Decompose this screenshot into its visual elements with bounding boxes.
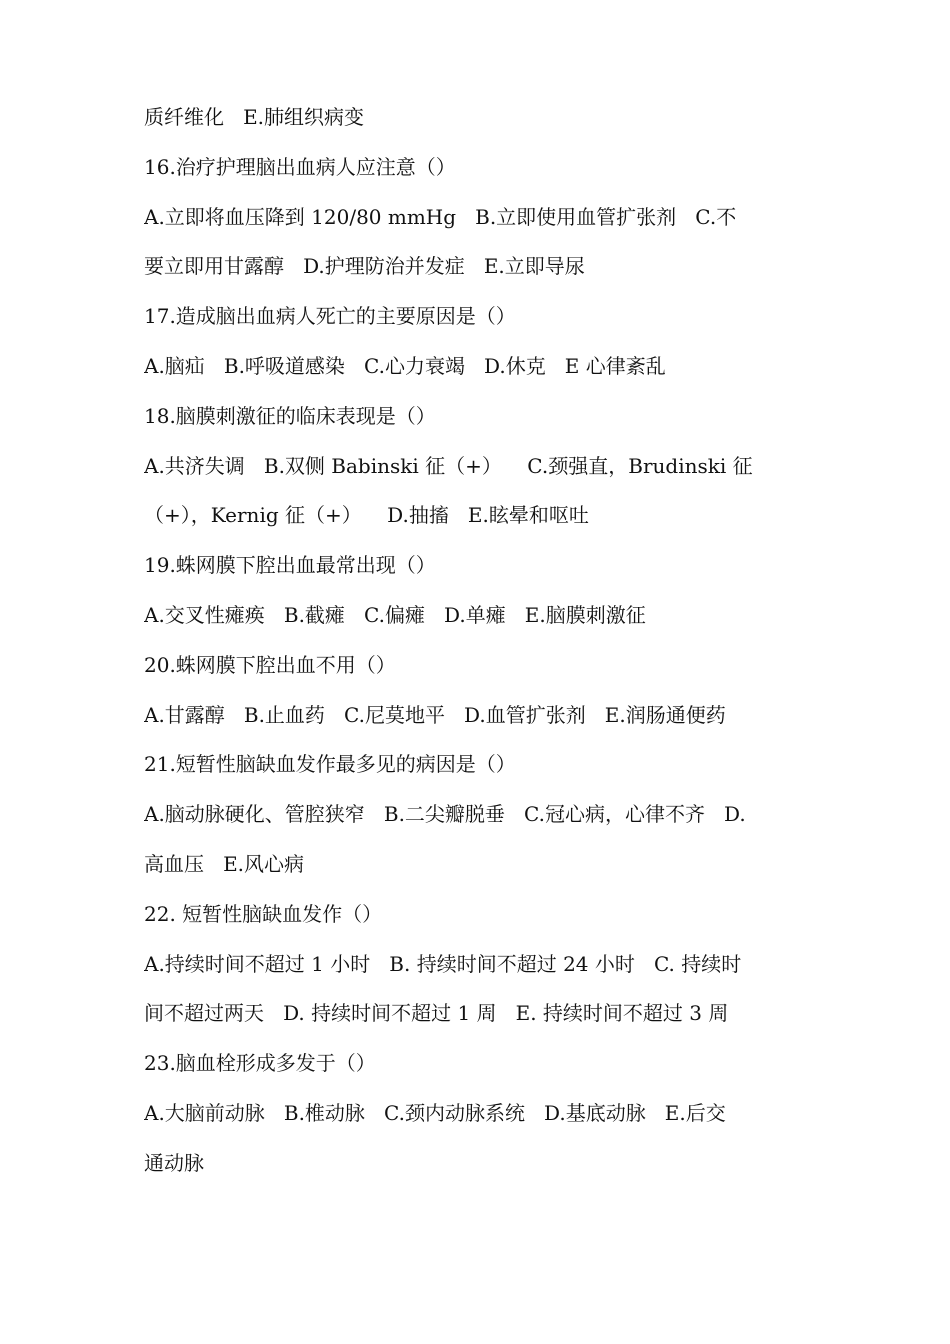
question-23-stem: 23.脑血栓形成多发于（） [144,1051,376,1076]
question-17-options: A.脑疝 B.呼吸道感染 C.心力衰竭 D.休克 E 心律紊乱 [144,353,666,378]
question-23-options: A.大脑前动脉 B.椎动脉 C.颈内动脉系统 D.基底动脉 E.后交 [144,1100,726,1125]
question-23-options-cont: 通动脉 [144,1150,204,1175]
question-20-options: A.甘露醇 B.止血药 C.尼莫地平 D.血管扩张剂 E.润肠通便药 [144,702,726,727]
question-16-options: A.立即将血压降到 120/80 mmHg B.立即使用血管扩张剂 C.不 [144,204,737,229]
question-16-options-cont: 要立即用甘露醇 D.护理防治并发症 E.立即导尿 [144,254,585,279]
text-line-continuation: 质纤维化 E.肺组织病变 [144,105,365,129]
question-18-options-cont: （+），Kernig 征（+） D.抽搐 E.眩晕和呕吐 [144,503,589,528]
question-22-options: A.持续时间不超过 1 小时 B. 持续时间不超过 24 小时 C. 持续时 [144,951,742,976]
question-19-options: A.交叉性瘫痪 B.截瘫 C.偏瘫 D.单瘫 E.脑膜刺激征 [144,602,646,627]
question-text-block [144,93,824,1189]
question-21-stem: 21.短暂性脑缺血发作最多见的病因是（） [144,752,516,777]
question-17-stem: 17.造成脑出血病人死亡的主要原因是（） [144,304,516,329]
question-21-options: A.脑动脉硬化、管腔狭窄 B.二尖瓣脱垂 C.冠心病，心律不齐 D. [144,802,746,827]
question-16-stem: 16.治疗护理脑出血病人应注意（） [144,154,456,179]
question-18-options: A.共济失调 B.双侧 Babinski 征（+） C.颈强直，Brudinski 征 [144,453,753,478]
question-22-options-cont: 间不超过两天 D. 持续时间不超过 1 周 E. 持续时间不超过 3 周 [144,1001,729,1026]
question-22-stem: 22. 短暂性脑缺血发作（） [144,901,383,926]
question-21-options-cont: 高血压 E.风心病 [144,851,305,876]
question-19-stem: 19.蛛网膜下腔出血最常出现（） [144,553,436,578]
question-20-stem: 20.蛛网膜下腔出血不用（） [144,652,396,677]
question-18-stem: 18.脑膜刺激征的临床表现是（） [144,403,436,428]
